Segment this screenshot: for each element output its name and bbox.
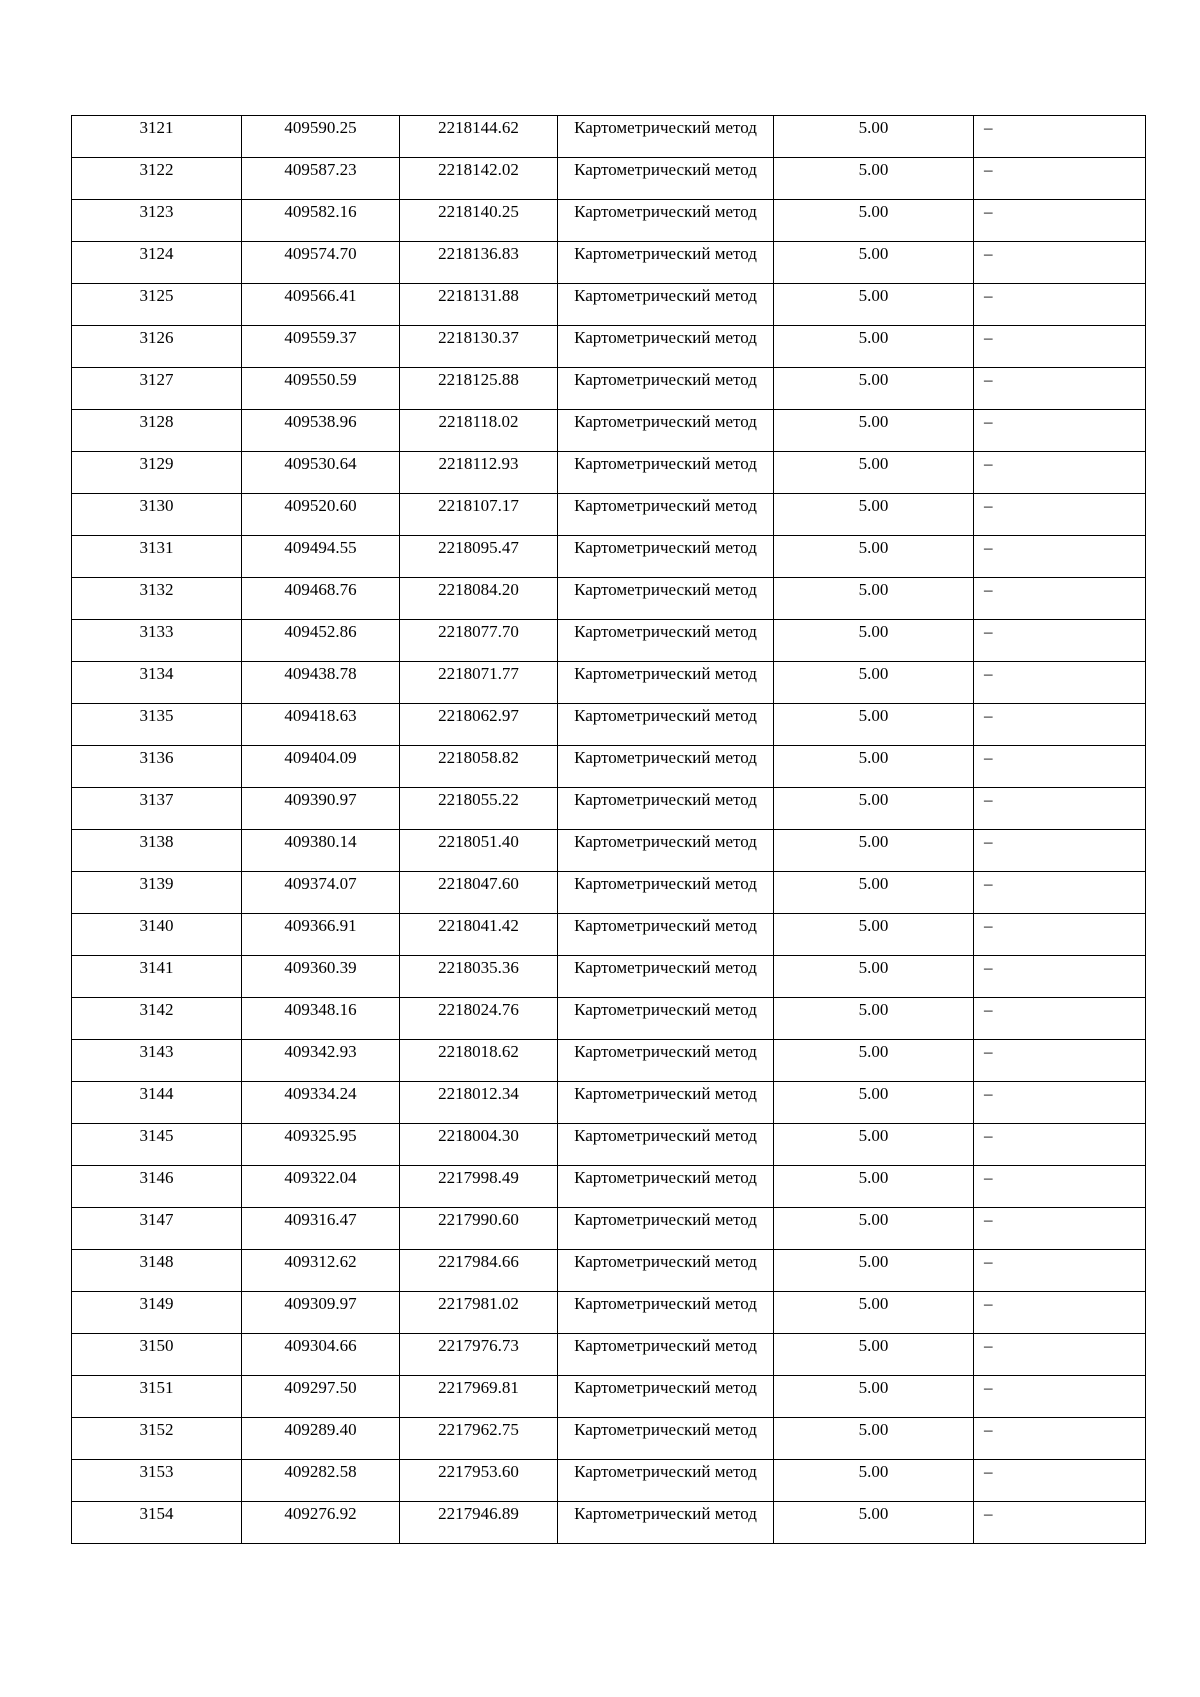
- method-cell: Картометрический метод: [558, 158, 774, 200]
- y-coordinate-cell: 2218035.36: [400, 956, 558, 998]
- description-cell: –: [974, 326, 1146, 368]
- table-row: [72, 1040, 1146, 1082]
- table-row: [72, 536, 1146, 578]
- point-number-cell: 3136: [72, 746, 242, 788]
- point-number-cell: 3154: [72, 1502, 242, 1544]
- method-cell: Картометрический метод: [558, 1208, 774, 1250]
- table-row: [72, 200, 1146, 242]
- method-cell: Картометрический метод: [558, 1460, 774, 1502]
- y-coordinate-cell: 2218095.47: [400, 536, 558, 578]
- description-cell: –: [974, 998, 1146, 1040]
- table-row: [72, 1376, 1146, 1418]
- x-coordinate-cell: 409322.04: [242, 1166, 400, 1208]
- precision-cell: 5.00: [774, 200, 974, 242]
- point-number-cell: 3141: [72, 956, 242, 998]
- x-coordinate-cell: 409530.64: [242, 452, 400, 494]
- y-coordinate-cell: 2218142.02: [400, 158, 558, 200]
- y-coordinate-cell: 2217946.89: [400, 1502, 558, 1544]
- table-row: [72, 1208, 1146, 1250]
- y-coordinate-cell: 2217962.75: [400, 1418, 558, 1460]
- x-coordinate-cell: 409334.24: [242, 1082, 400, 1124]
- point-number-cell: 3122: [72, 158, 242, 200]
- y-coordinate-cell: 2218107.17: [400, 494, 558, 536]
- method-cell: Картометрический метод: [558, 1166, 774, 1208]
- x-coordinate-cell: 409325.95: [242, 1124, 400, 1166]
- y-coordinate-cell: 2217984.66: [400, 1250, 558, 1292]
- method-cell: Картометрический метод: [558, 1334, 774, 1376]
- precision-cell: 5.00: [774, 830, 974, 872]
- method-cell: Картометрический метод: [558, 1124, 774, 1166]
- table-row: [72, 158, 1146, 200]
- description-cell: –: [974, 746, 1146, 788]
- method-cell: Картометрический метод: [558, 200, 774, 242]
- description-cell: –: [974, 1334, 1146, 1376]
- table-row: [72, 704, 1146, 746]
- point-number-cell: 3121: [72, 116, 242, 158]
- method-cell: Картометрический метод: [558, 1502, 774, 1544]
- point-number-cell: 3145: [72, 1124, 242, 1166]
- description-cell: –: [974, 956, 1146, 998]
- y-coordinate-cell: 2217990.60: [400, 1208, 558, 1250]
- precision-cell: 5.00: [774, 1040, 974, 1082]
- point-number-cell: 3132: [72, 578, 242, 620]
- precision-cell: 5.00: [774, 1082, 974, 1124]
- description-cell: –: [974, 1208, 1146, 1250]
- x-coordinate-cell: 409390.97: [242, 788, 400, 830]
- description-cell: –: [974, 1376, 1146, 1418]
- point-number-cell: 3140: [72, 914, 242, 956]
- x-coordinate-cell: 409587.23: [242, 158, 400, 200]
- y-coordinate-cell: 2218012.34: [400, 1082, 558, 1124]
- point-number-cell: 3133: [72, 620, 242, 662]
- description-cell: –: [974, 872, 1146, 914]
- method-cell: Картометрический метод: [558, 1376, 774, 1418]
- method-cell: Картометрический метод: [558, 326, 774, 368]
- method-cell: Картометрический метод: [558, 620, 774, 662]
- y-coordinate-cell: 2218018.62: [400, 1040, 558, 1082]
- table-row: [72, 1292, 1146, 1334]
- precision-cell: 5.00: [774, 1208, 974, 1250]
- table-row: [72, 1124, 1146, 1166]
- x-coordinate-cell: 409574.70: [242, 242, 400, 284]
- description-cell: –: [974, 578, 1146, 620]
- table-row: [72, 1334, 1146, 1376]
- description-cell: –: [974, 1460, 1146, 1502]
- method-cell: Картометрический метод: [558, 1250, 774, 1292]
- description-cell: –: [974, 158, 1146, 200]
- point-number-cell: 3130: [72, 494, 242, 536]
- point-number-cell: 3126: [72, 326, 242, 368]
- point-number-cell: 3124: [72, 242, 242, 284]
- description-cell: –: [974, 242, 1146, 284]
- table-row: [72, 368, 1146, 410]
- table-row: [72, 872, 1146, 914]
- point-number-cell: 3137: [72, 788, 242, 830]
- x-coordinate-cell: 409468.76: [242, 578, 400, 620]
- point-number-cell: 3151: [72, 1376, 242, 1418]
- x-coordinate-cell: 409276.92: [242, 1502, 400, 1544]
- point-number-cell: 3149: [72, 1292, 242, 1334]
- point-number-cell: 3152: [72, 1418, 242, 1460]
- precision-cell: 5.00: [774, 494, 974, 536]
- description-cell: –: [974, 1166, 1146, 1208]
- description-cell: –: [974, 1040, 1146, 1082]
- x-coordinate-cell: 409582.16: [242, 200, 400, 242]
- y-coordinate-cell: 2217998.49: [400, 1166, 558, 1208]
- y-coordinate-cell: 2218112.93: [400, 452, 558, 494]
- x-coordinate-cell: 409590.25: [242, 116, 400, 158]
- method-cell: Картометрический метод: [558, 1418, 774, 1460]
- x-coordinate-cell: 409380.14: [242, 830, 400, 872]
- precision-cell: 5.00: [774, 1250, 974, 1292]
- point-number-cell: 3131: [72, 536, 242, 578]
- precision-cell: 5.00: [774, 998, 974, 1040]
- y-coordinate-cell: 2217953.60: [400, 1460, 558, 1502]
- description-cell: –: [974, 284, 1146, 326]
- x-coordinate-cell: 409438.78: [242, 662, 400, 704]
- y-coordinate-cell: 2217969.81: [400, 1376, 558, 1418]
- description-cell: –: [974, 1292, 1146, 1334]
- x-coordinate-cell: 409282.58: [242, 1460, 400, 1502]
- precision-cell: 5.00: [774, 620, 974, 662]
- point-number-cell: 3144: [72, 1082, 242, 1124]
- method-cell: Картометрический метод: [558, 872, 774, 914]
- x-coordinate-cell: 409366.91: [242, 914, 400, 956]
- precision-cell: 5.00: [774, 788, 974, 830]
- table-row: [72, 284, 1146, 326]
- method-cell: Картометрический метод: [558, 788, 774, 830]
- y-coordinate-cell: 2218084.20: [400, 578, 558, 620]
- point-number-cell: 3129: [72, 452, 242, 494]
- point-number-cell: 3153: [72, 1460, 242, 1502]
- y-coordinate-cell: 2218058.82: [400, 746, 558, 788]
- point-number-cell: 3128: [72, 410, 242, 452]
- point-number-cell: 3150: [72, 1334, 242, 1376]
- precision-cell: 5.00: [774, 410, 974, 452]
- description-cell: –: [974, 1124, 1146, 1166]
- table-row: [72, 662, 1146, 704]
- x-coordinate-cell: 409360.39: [242, 956, 400, 998]
- precision-cell: 5.00: [774, 704, 974, 746]
- method-cell: Картометрический метод: [558, 746, 774, 788]
- x-coordinate-cell: 409566.41: [242, 284, 400, 326]
- point-number-cell: 3143: [72, 1040, 242, 1082]
- method-cell: Картометрический метод: [558, 956, 774, 998]
- table-row: [72, 1502, 1146, 1544]
- table-row: [72, 452, 1146, 494]
- table-row: [72, 410, 1146, 452]
- description-cell: –: [974, 662, 1146, 704]
- method-cell: Картометрический метод: [558, 662, 774, 704]
- precision-cell: 5.00: [774, 158, 974, 200]
- method-cell: Картометрический метод: [558, 452, 774, 494]
- point-number-cell: 3139: [72, 872, 242, 914]
- y-coordinate-cell: 2218140.25: [400, 200, 558, 242]
- precision-cell: 5.00: [774, 1460, 974, 1502]
- method-cell: Картометрический метод: [558, 494, 774, 536]
- y-coordinate-cell: 2218118.02: [400, 410, 558, 452]
- y-coordinate-cell: 2218047.60: [400, 872, 558, 914]
- point-number-cell: 3138: [72, 830, 242, 872]
- x-coordinate-cell: 409559.37: [242, 326, 400, 368]
- description-cell: –: [974, 200, 1146, 242]
- y-coordinate-cell: 2218004.30: [400, 1124, 558, 1166]
- x-coordinate-cell: 409550.59: [242, 368, 400, 410]
- point-number-cell: 3123: [72, 200, 242, 242]
- table-row: [72, 326, 1146, 368]
- point-number-cell: 3135: [72, 704, 242, 746]
- precision-cell: 5.00: [774, 746, 974, 788]
- method-cell: Картометрический метод: [558, 284, 774, 326]
- method-cell: Картометрический метод: [558, 242, 774, 284]
- precision-cell: 5.00: [774, 116, 974, 158]
- table-row: [72, 914, 1146, 956]
- x-coordinate-cell: 409304.66: [242, 1334, 400, 1376]
- description-cell: –: [974, 494, 1146, 536]
- x-coordinate-cell: 409289.40: [242, 1418, 400, 1460]
- point-number-cell: 3147: [72, 1208, 242, 1250]
- x-coordinate-cell: 409309.97: [242, 1292, 400, 1334]
- method-cell: Картометрический метод: [558, 998, 774, 1040]
- point-number-cell: 3146: [72, 1166, 242, 1208]
- y-coordinate-cell: 2218136.83: [400, 242, 558, 284]
- description-cell: –: [974, 914, 1146, 956]
- point-number-cell: 3142: [72, 998, 242, 1040]
- method-cell: Картометрический метод: [558, 1292, 774, 1334]
- y-coordinate-cell: 2218125.88: [400, 368, 558, 410]
- coordinates-table-body: [72, 116, 1146, 1544]
- method-cell: Картометрический метод: [558, 1082, 774, 1124]
- table-row: [72, 1250, 1146, 1292]
- precision-cell: 5.00: [774, 1166, 974, 1208]
- precision-cell: 5.00: [774, 914, 974, 956]
- y-coordinate-cell: 2218062.97: [400, 704, 558, 746]
- table-row: [72, 578, 1146, 620]
- description-cell: –: [974, 788, 1146, 830]
- precision-cell: 5.00: [774, 368, 974, 410]
- method-cell: Картометрический метод: [558, 536, 774, 578]
- precision-cell: 5.00: [774, 452, 974, 494]
- x-coordinate-cell: 409538.96: [242, 410, 400, 452]
- x-coordinate-cell: 409348.16: [242, 998, 400, 1040]
- precision-cell: 5.00: [774, 662, 974, 704]
- description-cell: –: [974, 620, 1146, 662]
- precision-cell: 5.00: [774, 1124, 974, 1166]
- x-coordinate-cell: 409494.55: [242, 536, 400, 578]
- coordinates-table: [71, 115, 1146, 1544]
- table-row: [72, 746, 1146, 788]
- precision-cell: 5.00: [774, 1502, 974, 1544]
- method-cell: Картометрический метод: [558, 1040, 774, 1082]
- x-coordinate-cell: 409312.62: [242, 1250, 400, 1292]
- y-coordinate-cell: 2218051.40: [400, 830, 558, 872]
- method-cell: Картометрический метод: [558, 830, 774, 872]
- y-coordinate-cell: 2218130.37: [400, 326, 558, 368]
- table-row: [72, 956, 1146, 998]
- y-coordinate-cell: 2218041.42: [400, 914, 558, 956]
- description-cell: –: [974, 1418, 1146, 1460]
- description-cell: –: [974, 116, 1146, 158]
- y-coordinate-cell: 2218071.77: [400, 662, 558, 704]
- method-cell: Картометрический метод: [558, 116, 774, 158]
- point-number-cell: 3127: [72, 368, 242, 410]
- description-cell: –: [974, 704, 1146, 746]
- y-coordinate-cell: 2217976.73: [400, 1334, 558, 1376]
- table-row: [72, 998, 1146, 1040]
- description-cell: –: [974, 1250, 1146, 1292]
- x-coordinate-cell: 409342.93: [242, 1040, 400, 1082]
- precision-cell: 5.00: [774, 1292, 974, 1334]
- description-cell: –: [974, 1502, 1146, 1544]
- description-cell: –: [974, 452, 1146, 494]
- point-number-cell: 3148: [72, 1250, 242, 1292]
- point-number-cell: 3125: [72, 284, 242, 326]
- point-number-cell: 3134: [72, 662, 242, 704]
- table-row: [72, 242, 1146, 284]
- precision-cell: 5.00: [774, 1334, 974, 1376]
- precision-cell: 5.00: [774, 536, 974, 578]
- description-cell: –: [974, 536, 1146, 578]
- method-cell: Картометрический метод: [558, 410, 774, 452]
- x-coordinate-cell: 409316.47: [242, 1208, 400, 1250]
- method-cell: Картометрический метод: [558, 578, 774, 620]
- precision-cell: 5.00: [774, 1376, 974, 1418]
- table-row: [72, 1082, 1146, 1124]
- description-cell: –: [974, 1082, 1146, 1124]
- precision-cell: 5.00: [774, 956, 974, 998]
- table-row: [72, 1460, 1146, 1502]
- method-cell: Картометрический метод: [558, 914, 774, 956]
- x-coordinate-cell: 409452.86: [242, 620, 400, 662]
- table-row: [72, 494, 1146, 536]
- precision-cell: 5.00: [774, 1418, 974, 1460]
- y-coordinate-cell: 2218024.76: [400, 998, 558, 1040]
- description-cell: –: [974, 368, 1146, 410]
- x-coordinate-cell: 409374.07: [242, 872, 400, 914]
- precision-cell: 5.00: [774, 284, 974, 326]
- y-coordinate-cell: 2218077.70: [400, 620, 558, 662]
- x-coordinate-cell: 409404.09: [242, 746, 400, 788]
- precision-cell: 5.00: [774, 242, 974, 284]
- x-coordinate-cell: 409418.63: [242, 704, 400, 746]
- method-cell: Картометрический метод: [558, 704, 774, 746]
- precision-cell: 5.00: [774, 872, 974, 914]
- x-coordinate-cell: 409520.60: [242, 494, 400, 536]
- table-row: [72, 1418, 1146, 1460]
- y-coordinate-cell: 2218055.22: [400, 788, 558, 830]
- y-coordinate-cell: 2217981.02: [400, 1292, 558, 1334]
- table-row: [72, 116, 1146, 158]
- y-coordinate-cell: 2218144.62: [400, 116, 558, 158]
- table-row: [72, 1166, 1146, 1208]
- description-cell: –: [974, 410, 1146, 452]
- precision-cell: 5.00: [774, 326, 974, 368]
- description-cell: –: [974, 830, 1146, 872]
- table-row: [72, 830, 1146, 872]
- table-row: [72, 620, 1146, 662]
- precision-cell: 5.00: [774, 578, 974, 620]
- y-coordinate-cell: 2218131.88: [400, 284, 558, 326]
- x-coordinate-cell: 409297.50: [242, 1376, 400, 1418]
- method-cell: Картометрический метод: [558, 368, 774, 410]
- table-row: [72, 788, 1146, 830]
